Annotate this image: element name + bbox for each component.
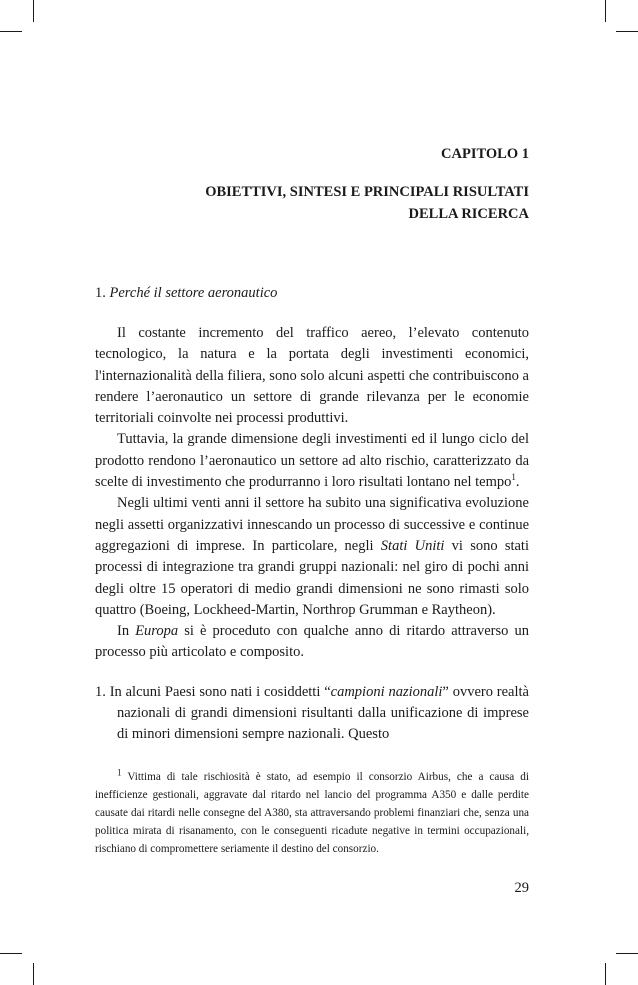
list-number: 1. <box>95 683 106 700</box>
page-number: 29 <box>514 880 529 896</box>
section-number: 1. <box>95 285 106 301</box>
chapter-label: CAPITOLO 1 <box>441 146 529 162</box>
paragraph <box>95 621 529 664</box>
crop-mark <box>0 31 22 32</box>
paragraph-text: si è proceduto con qualche anno di ritardo attraverso un processo più articolato e composito. <box>95 623 529 661</box>
footnote-body <box>95 769 529 859</box>
paragraph-text: . <box>515 474 520 491</box>
paragraph-text: In <box>117 623 136 640</box>
crop-mark <box>33 963 34 985</box>
paragraph: Il costante incremento del traffico aereo, l’elevato contenuto tecnologico, la natura e la portata degli investimenti economici, l'internazionalità della filiera, sono solo alcuni aspetti che contribuiscono a rendere l’aeronautico un settore di grande rilevanza per le economie territoriali coinvolte nei processi produttivi. <box>95 325 529 427</box>
paragraph <box>95 429 529 493</box>
crop-mark <box>616 31 638 32</box>
footnote-reference: 1 <box>511 472 516 483</box>
list-text: In alcuni Paesi sono nati i cosiddetti “ <box>105 683 331 700</box>
chapter-title <box>109 181 529 225</box>
section-heading <box>95 285 277 302</box>
section-title: Perché il settore aeronautico <box>109 285 278 301</box>
crop-mark <box>33 0 34 22</box>
emphasis: Europa <box>135 623 179 640</box>
crop-mark <box>605 0 606 22</box>
list-item <box>95 682 529 746</box>
footnote-text: Vittima di tale rischiosità è stato, ad esempio il consorzio Airbus, che a causa di inefficienze gestionali, aggravate dal ritardo nel lancio del programma A350 e dalle perdite causate dai ritardi nelle consegne del A380, sta attraversando problemi finanziari che, senza una politica mirata di risanamento, con le conseguenti ricadute negative in termini occupazionali, rischiano di compromettere seriamente il destino del consorzio. <box>95 771 529 855</box>
chapter-title-line: DELLA RICERCA <box>408 206 529 222</box>
crop-mark <box>605 963 606 985</box>
paragraph-text: Tuttavia, la grande dimensione degli investimenti ed il lungo ciclo del prodotto rendono l’aeronautico un settore ad alto rischio, caratterizzato da scelte di investimento che produrranno i loro risultati lontano nel tempo <box>95 431 529 491</box>
emphasis: campioni nazionali <box>330 683 443 700</box>
footnote-number: 1 <box>117 767 122 778</box>
body-text <box>95 323 529 746</box>
footnote <box>95 769 529 859</box>
paragraph <box>95 493 529 621</box>
list-text: ” ovvero realtà nazionali di grandi dimensioni risultanti dalla unificazione di imprese di minori dimensioni sempre nazionali. Questo <box>117 683 529 743</box>
emphasis: Stati Uniti <box>380 537 445 554</box>
paragraph-text: Negli ultimi venti anni il settore ha subito una significativa evoluzione negli assetti organizzativi innescando un processo di successive e continue aggregazioni di imprese. In particolare, negli <box>95 495 529 554</box>
paragraph-text: vi sono stati processi di integrazione tra grandi gruppi nazionali: nel giro di pochi anni degli oltre 15 operatori di medio grandi dimensioni ne sono rimasti solo quattro (Boeing, Lockheed-Martin, Northrop Grumman e Raytheon). <box>95 537 529 618</box>
crop-mark <box>0 953 22 954</box>
chapter-title-line: OBIETTIVI, SINTESI E PRINCIPALI RISULTATI <box>205 184 529 200</box>
crop-mark <box>616 953 638 954</box>
